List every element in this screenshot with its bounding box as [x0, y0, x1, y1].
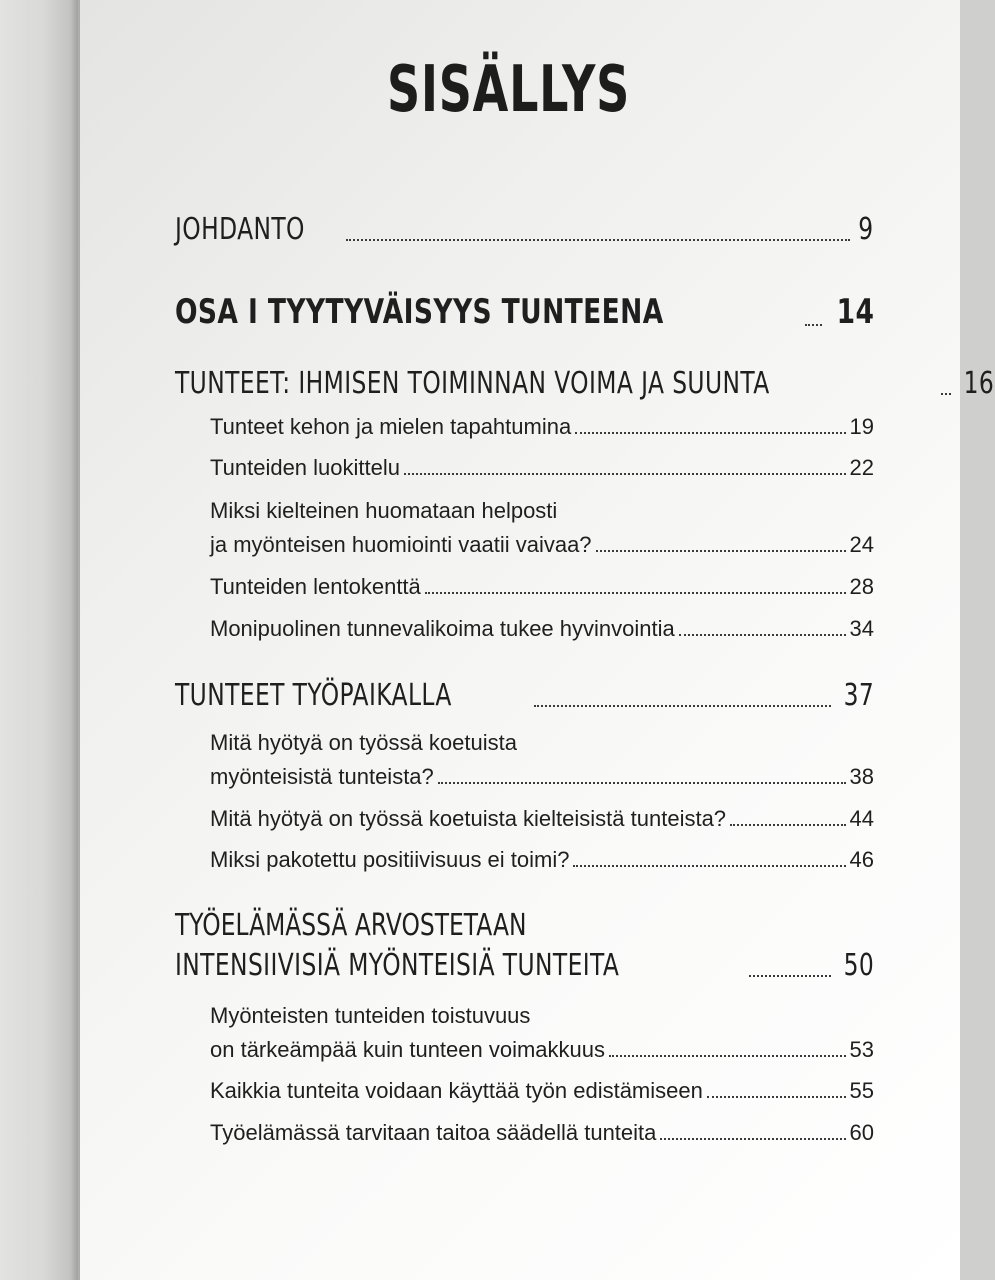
toc-label: TUNTEET: IHMISEN TOIMINNAN VOIMA JA SUUNTA: [175, 366, 770, 401]
toc-entry-section: [210, 847, 874, 873]
toc-page: 38: [849, 764, 874, 789]
toc-entry-section: [210, 764, 874, 790]
toc-dots: [941, 393, 951, 395]
toc-entry-chapter-3: [175, 948, 874, 983]
toc-label: Tunteet kehon ja mielen tapahtumina: [210, 414, 572, 439]
toc-label: Tunteiden luokittelu: [210, 455, 400, 480]
toc-label-line1: Miksi kielteinen huomataan helposti: [210, 498, 558, 523]
toc-label: Monipuolinen tunnevalikoima tukee hyvinvointia: [210, 616, 675, 641]
toc-dots: [730, 824, 845, 826]
toc-dots: [679, 634, 846, 636]
toc-entry-section: [210, 574, 874, 600]
toc-label-line1: TYÖELÄMÄSSÄ ARVOSTETAAN: [175, 908, 527, 943]
toc-page: 34: [849, 616, 874, 641]
toc-entry-section: [210, 1078, 874, 1104]
toc-label-line1: Myönteisten tunteiden toistuvuus: [210, 1003, 531, 1028]
toc-label: TUNTEET TYÖPAIKALLA: [175, 678, 452, 713]
toc-entry-section: [210, 616, 874, 642]
toc-entry-chapter-2: [175, 678, 874, 713]
toc-label: Miksi pakotettu positiivisuus ei toimi?: [210, 847, 570, 872]
toc-label: on tärkeämpää kuin tunteen voimakkuus: [210, 1037, 606, 1062]
toc-entry-section: [210, 1037, 874, 1063]
toc-dots: [805, 324, 821, 326]
toc-dots: [573, 865, 845, 867]
toc-page: 60: [849, 1120, 874, 1145]
toc-entry-section: [210, 455, 874, 481]
toc-page: 53: [849, 1037, 874, 1062]
toc-dots: [575, 432, 845, 434]
toc-page: 37: [843, 678, 874, 713]
toc-entry-chapter-1: [175, 366, 995, 401]
toc-page: 55: [849, 1078, 874, 1103]
toc-label: ja myönteisen huomiointi vaatii vaivaa?: [210, 532, 592, 557]
toc-label: INTENSIIVISIÄ MYÖNTEISIÄ TUNTEITA: [175, 948, 620, 983]
toc-page: 16: [963, 366, 995, 401]
toc-page: 46: [849, 847, 874, 872]
toc-page: 50: [843, 948, 874, 983]
toc-label: OSA I TYYTYVÄISYYS TUNTEENA: [175, 292, 664, 332]
toc-dots: [404, 473, 846, 475]
toc-page: 24: [849, 532, 874, 557]
toc-entry-section: [210, 532, 874, 558]
toc-page: 28: [849, 574, 874, 599]
page-title: SISÄLLYS: [387, 53, 631, 127]
toc-page: 9: [858, 212, 874, 247]
toc-label-line1: Mitä hyötyä on työssä koetuista: [210, 730, 517, 755]
toc-entry-section: [210, 806, 874, 832]
toc-dots: [346, 239, 851, 241]
toc-page: 19: [849, 414, 874, 439]
toc-dots: [534, 705, 831, 707]
toc-dots: [707, 1096, 846, 1098]
toc-entry-section: [210, 414, 874, 440]
book-gutter: [0, 0, 78, 1280]
toc-page: 44: [849, 806, 874, 831]
toc-label: Työelämässä tarvitaan taitoa säädellä tunteita: [210, 1120, 657, 1145]
toc-dots: [596, 550, 846, 552]
toc-entry-section: [210, 1120, 874, 1146]
toc-dots: [660, 1138, 845, 1140]
toc-dots: [438, 782, 846, 784]
toc-label: myönteisistä tunteista?: [210, 764, 434, 789]
toc-dots: [749, 975, 831, 977]
toc-label: Kaikkia tunteita voidaan käyttää työn edistämiseen: [210, 1078, 703, 1103]
toc-label: Mitä hyötyä on työssä koetuista kielteisistä tunteista?: [210, 806, 727, 831]
toc-label: JOHDANTO: [175, 212, 305, 247]
toc-dots: [425, 592, 846, 594]
toc-entry-part-1: [175, 292, 874, 332]
toc-page: 22: [849, 455, 874, 480]
toc-entry-johdanto: [175, 212, 874, 247]
toc-page: 14: [836, 292, 874, 332]
toc-dots: [609, 1055, 846, 1057]
toc-label: Tunteiden lentokenttä: [210, 574, 421, 599]
